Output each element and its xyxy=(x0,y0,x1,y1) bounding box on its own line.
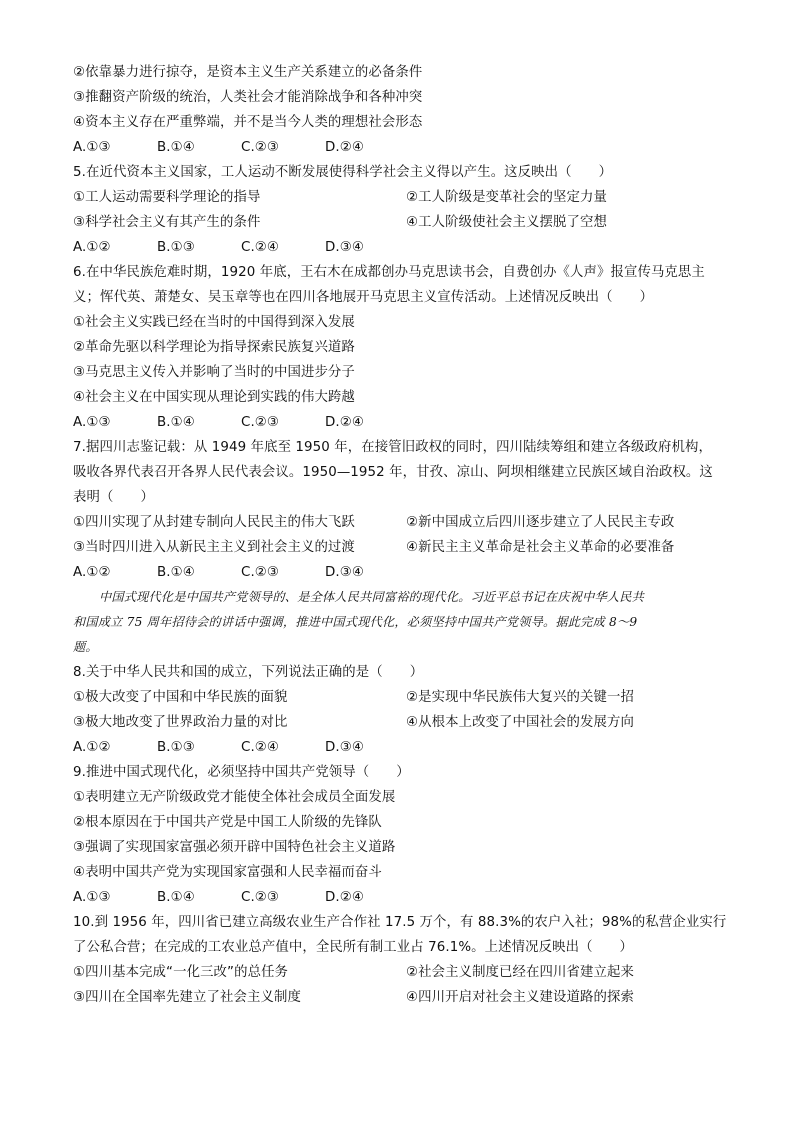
q5-option-a[interactable]: A.①② xyxy=(73,240,111,255)
q8-option-a[interactable]: A.①② xyxy=(73,740,111,755)
q6-options xyxy=(73,410,723,435)
q7-statement-2: ②新中国成立后四川逐步建立了人民民主专政 xyxy=(406,515,675,530)
q9-statement-2: ②根本原因在于中国共产党是中国工人阶级的先锋队 xyxy=(73,815,382,830)
q5-statement-2: ②工人阶级是变革社会的坚定力量 xyxy=(406,190,607,205)
q10-stem-line-2: 了公私合营；在完成的工农业总产值中，全民所有制工业占 76.1%。上述情况反映出（ ） xyxy=(73,940,634,955)
q4-option-c[interactable]: C.②③ xyxy=(241,140,280,155)
exam-page xyxy=(73,60,727,1010)
q8-statement-4: ④从根本上改变了中国社会的发展方向 xyxy=(406,715,634,730)
q8-options xyxy=(73,735,723,760)
q10-statements-row-1 xyxy=(73,960,723,985)
q6-statement-4: ④社会主义在中国实现从理论到实践的伟大跨越 xyxy=(73,390,355,405)
q7-options xyxy=(73,560,723,585)
q8-statements-row-1 xyxy=(73,685,723,710)
q5-statements-row-1 xyxy=(73,185,723,210)
q7-statement-4: ④新民主主义革命是社会主义革命的必要准备 xyxy=(406,540,675,555)
q5-statement-4: ④工人阶级使社会主义摆脱了空想 xyxy=(406,215,607,230)
q5-option-d[interactable]: D.③④ xyxy=(325,240,364,255)
q7-stem-line-2: 吸收各界代表召开各界人民代表会议。1950—1952 年，甘孜、凉山、阿坝相继建立民族区域自治政权。这 xyxy=(73,465,713,480)
q7-statement-3: ③当时四川进入从新民主主义到社会主义的过渡 xyxy=(73,540,355,555)
q6-stem-line-2: 义；恽代英、萧楚女、吴玉章等也在四川各地展开马克思主义宣传活动。上述情况反映出（ ） xyxy=(73,290,654,305)
q7-stem-line-1: 7.据四川志鉴记载：从 1949 年底至 1950 年，在接管旧政权的同时，四川陆续筹组和建立各级政府机构， xyxy=(73,440,712,455)
q8-option-d[interactable]: D.③④ xyxy=(325,740,364,755)
material-line-2: 和国成立 75 周年招待会的讲话中强调，推进中国式现代化，必须坚持中国共产党领导。据此完成 8～9 xyxy=(73,615,638,629)
q6-option-b[interactable]: B.①④ xyxy=(157,415,195,430)
q8-stem: 8.关于中华人民共和国的成立，下列说法正确的是（ ） xyxy=(73,665,424,680)
q10-statement-2: ②社会主义制度已经在四川省建立起来 xyxy=(406,965,634,980)
material-line-1: 中国式现代化是中国共产党领导的、是全体人民共同富裕的现代化。习近平总书记在庆祝中华人民共 xyxy=(99,590,645,604)
q10-statement-3: ③四川在全国率先建立了社会主义制度 xyxy=(73,990,301,1005)
q9-option-c[interactable]: C.②③ xyxy=(241,890,280,905)
q8-option-c[interactable]: C.②④ xyxy=(241,740,280,755)
q8-option-b[interactable]: B.①③ xyxy=(157,740,195,755)
q9-statement-1: ①表明建立无产阶级政党才能使全体社会成员全面发展 xyxy=(73,790,396,805)
q7-statements-row-2 xyxy=(73,535,723,560)
q7-statement-1: ①四川实现了从封建专制向人民民主的伟大飞跃 xyxy=(73,515,355,530)
q5-statements-row-2 xyxy=(73,210,723,235)
q4-option-a[interactable]: A.①③ xyxy=(73,140,111,155)
q6-statement-2: ②革命先驱以科学理论为指导探索民族复兴道路 xyxy=(73,340,355,355)
q8-statement-1: ①极大改变了中国和中华民族的面貌 xyxy=(73,690,288,705)
q6-statement-1: ①社会主义实践已经在当时的中国得到深入发展 xyxy=(73,315,355,330)
q5-option-b[interactable]: B.①③ xyxy=(157,240,195,255)
q6-option-c[interactable]: C.②③ xyxy=(241,415,280,430)
q7-stem-line-3: 表明（ ） xyxy=(73,490,154,505)
q5-options xyxy=(73,235,723,260)
q4-options xyxy=(73,135,723,160)
q6-statement-3: ③马克思主义传入并影响了当时的中国进步分子 xyxy=(73,365,355,380)
q10-statements-row-2 xyxy=(73,985,723,1010)
q5-statement-1: ①工人运动需要科学理论的指导 xyxy=(73,190,261,205)
q7-option-b[interactable]: B.①④ xyxy=(157,565,195,580)
q4-statement-4: ④资本主义存在严重弊端，并不是当今人类的理想社会形态 xyxy=(73,115,423,130)
q9-stem: 9.推进中国式现代化，必须坚持中国共产党领导（ ） xyxy=(73,765,410,780)
q8-statements-row-2 xyxy=(73,710,723,735)
q5-option-c[interactable]: C.②④ xyxy=(241,240,280,255)
q6-stem-line-1: 6.在中华民族危难时期，1920 年底，王右木在成都创办马克思读书会，自费创办《人声》报宣传马克思主 xyxy=(73,265,705,280)
q8-statement-3: ③极大地改变了世界政治力量的对比 xyxy=(73,715,288,730)
q4-statement-3: ③推翻资产阶级的统治，人类社会才能消除战争和各种冲突 xyxy=(73,90,423,105)
q8-statement-2: ②是实现中华民族伟大复兴的关键一招 xyxy=(406,690,634,705)
q6-option-d[interactable]: D.②④ xyxy=(325,415,364,430)
material-line-3: 题。 xyxy=(73,640,98,654)
q7-option-a[interactable]: A.①② xyxy=(73,565,111,580)
q4-option-b[interactable]: B.①④ xyxy=(157,140,195,155)
q9-option-a[interactable]: A.①③ xyxy=(73,890,111,905)
q9-options xyxy=(73,885,723,910)
q9-statement-4: ④表明中国共产党为实现国家富强和人民幸福而奋斗 xyxy=(73,865,382,880)
q5-stem: 5.在近代资本主义国家，工人运动不断发展使得科学社会主义得以产生。这反映出（ ） xyxy=(73,165,613,180)
q4-statement-2: ②依靠暴力进行掠夺，是资本主义生产关系建立的必备条件 xyxy=(73,65,423,80)
material-passage xyxy=(73,585,723,660)
q6-option-a[interactable]: A.①③ xyxy=(73,415,111,430)
q10-statement-1: ①四川基本完成“一化三改”的总任务 xyxy=(73,965,289,980)
q7-option-c[interactable]: C.②③ xyxy=(241,565,280,580)
q5-statement-3: ③科学社会主义有其产生的条件 xyxy=(73,215,261,230)
q9-statement-3: ③强调了实现国家富强必须开辟中国特色社会主义道路 xyxy=(73,840,396,855)
q10-statement-4: ④四川开启对社会主义建设道路的探索 xyxy=(406,990,634,1005)
q9-option-d[interactable]: D.②④ xyxy=(325,890,364,905)
q4-option-d[interactable]: D.②④ xyxy=(325,140,364,155)
q7-statements-row-1 xyxy=(73,510,723,535)
q7-option-d[interactable]: D.③④ xyxy=(325,565,364,580)
q9-option-b[interactable]: B.①④ xyxy=(157,890,195,905)
q10-stem-line-1: 10.到 1956 年，四川省已建立高级农业生产合作社 17.5 万个，有 88.3%的农户入社；98%的私营企业实行 xyxy=(73,915,727,930)
